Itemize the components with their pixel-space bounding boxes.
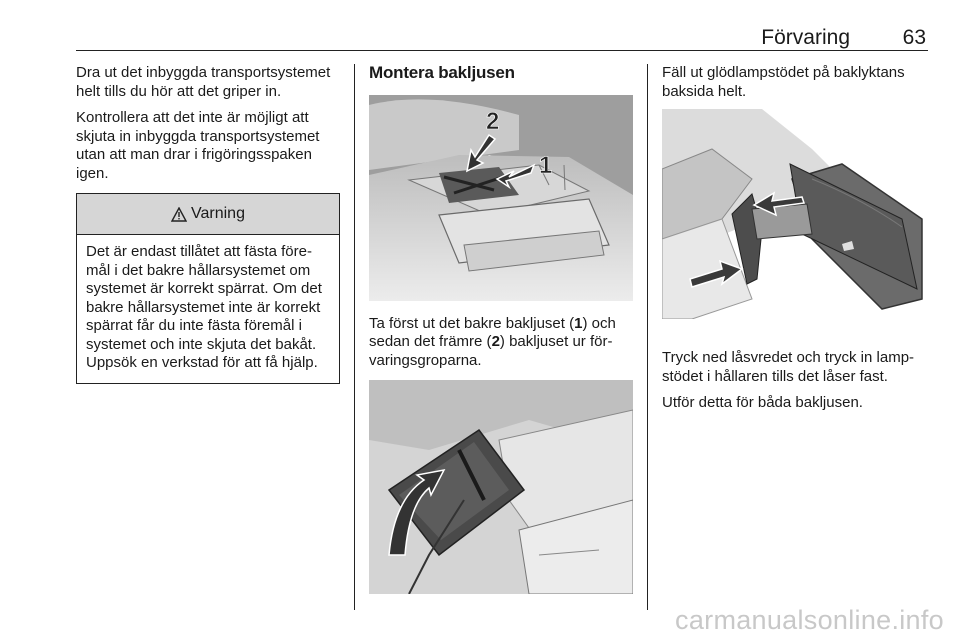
taillight-holder-figure	[369, 380, 633, 594]
section-heading: Montera bakljusen	[369, 63, 515, 82]
paragraph: Fäll ut glödlampstödet på baklyktans baksida helt.	[662, 64, 905, 100]
paragraph: Dra ut det inbyggda transportsystemet helt tills du hör att det griper in.	[76, 64, 331, 100]
caption-text: ) och sedan det främre (	[369, 314, 616, 350]
section-title: Förvaring	[761, 26, 850, 49]
paragraph: Tryck ned låsvredet och tryck in lampstödet i hållaren tills det låser fast.	[662, 349, 915, 385]
paragraph: Utför detta för båda bakljusen.	[662, 394, 863, 411]
caption-ref-1: 1	[574, 314, 583, 332]
warning-triangle-icon	[171, 207, 187, 222]
bulb-holder-figure	[662, 109, 926, 319]
warning-body: Det är endast tillåtet att fästa föremål i det bakre hållarsystemet om systemet är korrekt spärrat. Om det bakre hållarsystemet inte är korrekt spärrat får du inte fästa föremål i systemet och inte skjuta det bakåt. Uppsök en verkstad för att få hjälp.	[86, 243, 322, 371]
warning-header	[77, 194, 339, 235]
taillight-removal-figure	[369, 95, 633, 301]
caption-text: Ta först ut det bakre bakljuset (	[369, 314, 575, 332]
page-number: 63	[902, 26, 926, 49]
figure-label-2: 2	[486, 107, 500, 135]
paragraph: Kontrollera att det inte är möjligt att skjuta in inbyggda transportsystemet utan att man drar i frigöringsspaken igen.	[76, 109, 320, 182]
watermark-logo: carmanualsonline.info	[675, 605, 944, 635]
column-3	[662, 64, 928, 421]
page-header	[76, 26, 928, 50]
caption-ref-2: 2	[491, 333, 500, 350]
figure-label-1: 1	[539, 151, 553, 179]
figure-caption	[369, 315, 633, 371]
caption-text: ) bakljuset ur förvaringsgroparna.	[369, 333, 613, 369]
warning-title: Varning	[191, 204, 245, 222]
header-rule	[76, 50, 928, 51]
column-divider	[354, 64, 355, 610]
column-2	[369, 64, 633, 594]
warning-box	[76, 193, 340, 384]
column-1	[76, 64, 340, 384]
column-divider	[647, 64, 648, 610]
